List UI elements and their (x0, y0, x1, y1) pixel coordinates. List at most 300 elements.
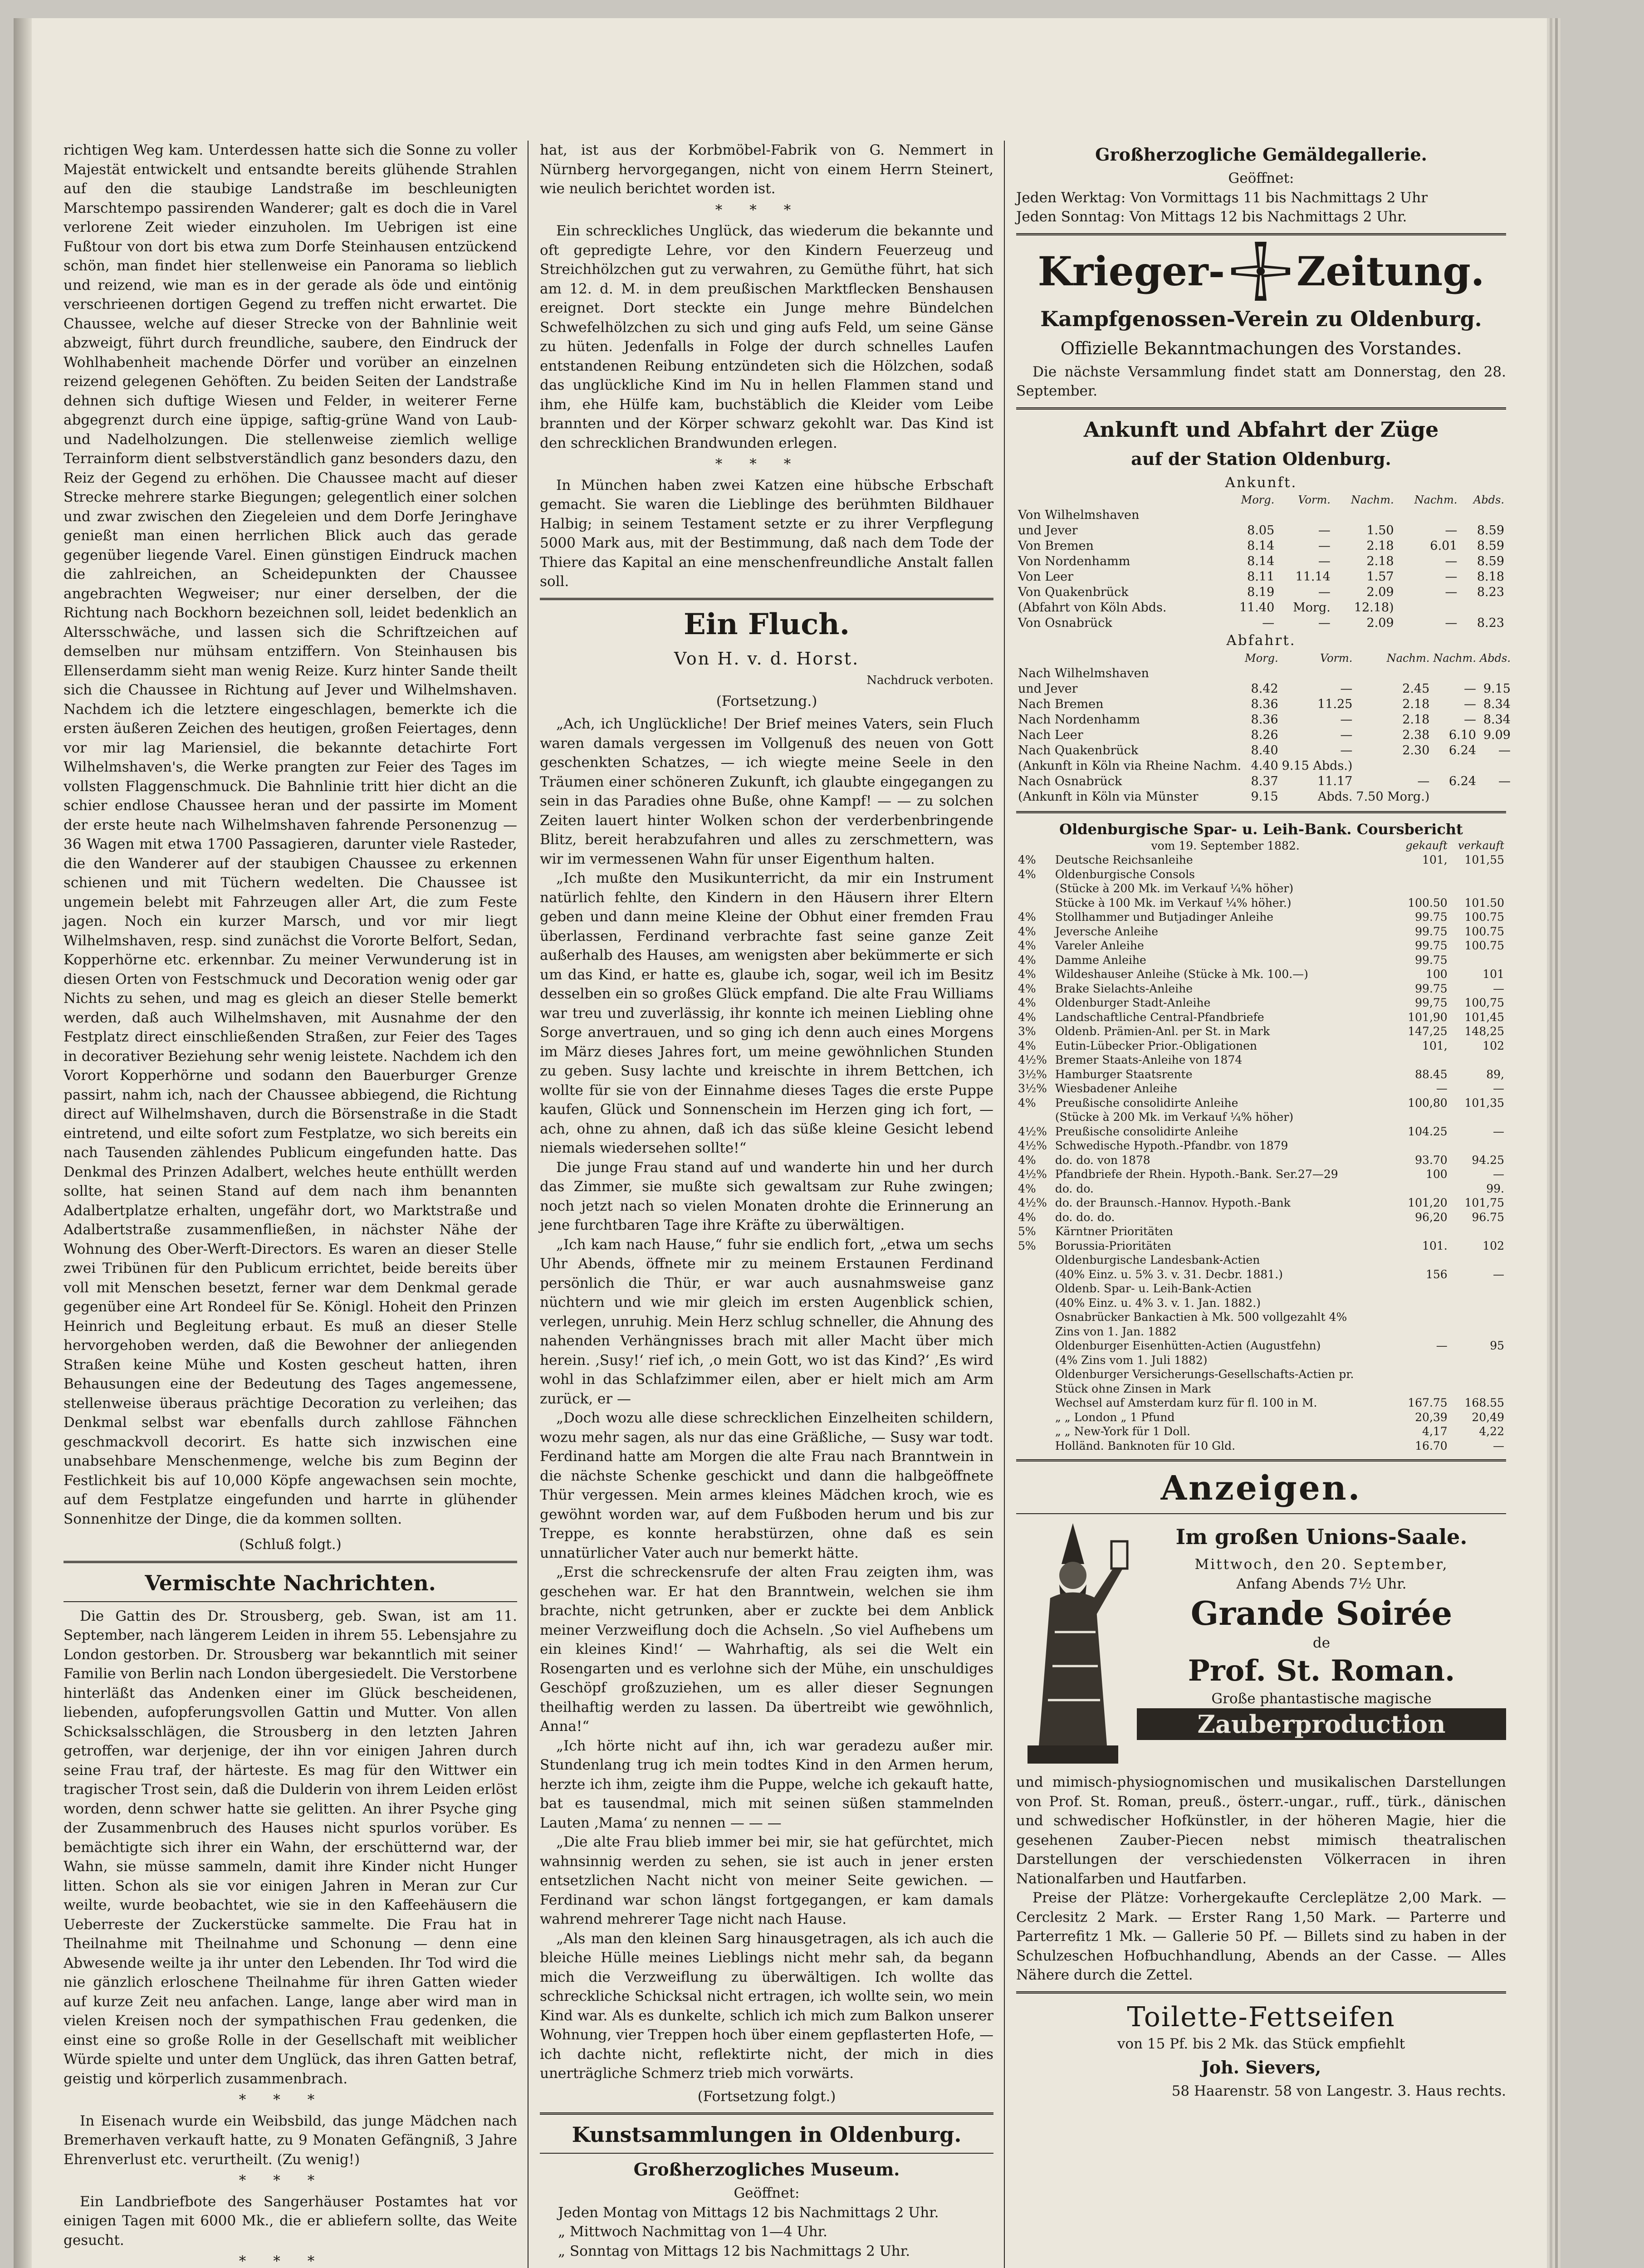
bank-row (1016, 924, 1506, 939)
table-cell (1332, 508, 1396, 523)
col-header: Abds. (1479, 651, 1511, 665)
divider (540, 598, 993, 600)
table-cell: 11.40 (1239, 601, 1275, 615)
table-cell: 100,80 (1408, 1096, 1448, 1110)
table-cell: 8.26 (1251, 728, 1278, 742)
schluss-folgt: (Schluß folgt.) (239, 1536, 342, 1553)
row-label (1016, 881, 1053, 896)
col-header: Nachm. (1433, 651, 1476, 665)
row-label (1016, 1110, 1053, 1124)
bank-row (1016, 1110, 1506, 1124)
galerie-open-label: Geöffnet: (1228, 170, 1294, 186)
table-cell: 100.75 (1464, 910, 1504, 924)
table-cell: — (1493, 1124, 1504, 1138)
table-cell (1449, 1053, 1506, 1067)
bank-row (1016, 1281, 1506, 1296)
table-cell: Oldenburger Eisenhütten-Actien (Augustfehn) (1055, 1339, 1321, 1352)
ankunft-row (1016, 569, 1506, 585)
column-1 (64, 141, 517, 2268)
table-cell (1459, 508, 1506, 523)
table-cell: 1.50 (1366, 523, 1394, 538)
row-label (1016, 896, 1053, 910)
museum-hours: „ Sonntag von Mittags 12 bis Nachmittags 2 Uhr. (558, 2243, 910, 2259)
divider (1016, 1459, 1506, 1461)
table-cell: 8.36 (1251, 712, 1278, 727)
ad-zauber: Zauberproduction (1137, 1708, 1506, 1740)
table-cell: 101,55 (1464, 853, 1504, 866)
table-cell: — (1445, 554, 1458, 568)
table-cell: 16.70 (1415, 1439, 1448, 1452)
table-cell: — (1318, 585, 1331, 599)
bank-row (1016, 1424, 1506, 1439)
museum-heading: Großherzogliches Museum. (633, 2159, 900, 2180)
row-label: 4% (1018, 924, 1036, 938)
table-cell: 100 (1426, 1168, 1448, 1181)
table-cell: 2.09 (1366, 616, 1394, 630)
bank-row (1016, 853, 1506, 867)
table-cell: 1.57 (1366, 570, 1394, 584)
bank-row (1016, 1267, 1506, 1282)
table-cell: — (1493, 1267, 1504, 1281)
story-paragraph: Die junge Frau stand auf und wanderte hin und her durch das Zimmer, sie mußte sich gewaltsam zur Ruhe zwingen; noch jetzt nach so vielen Monaten drohte die Erinnerung an jene furchtbaren Tage ihre Kräfte zu überwältigen. (540, 1159, 993, 1233)
table-cell: Holländ. Banknoten für 10 Gld. (1055, 1439, 1236, 1452)
table-cell (1397, 1110, 1449, 1124)
table-cell (1431, 758, 1478, 774)
row-label: Nach Bremen (1018, 697, 1104, 711)
column-rule (1004, 141, 1005, 2268)
table-cell: 101,20 (1408, 1196, 1448, 1209)
table-cell: 99. (1486, 1182, 1504, 1195)
table-cell: 99.75 (1415, 953, 1448, 967)
krieger-word: Krieger- (1037, 247, 1225, 295)
row-label: Von Osnabrück (1018, 616, 1112, 630)
bank-row (1016, 1067, 1506, 1082)
table-cell: 95 (1490, 1339, 1504, 1352)
row-label (1016, 1382, 1053, 1396)
table-cell: Preußische consolidirte Anleihe (1055, 1096, 1238, 1110)
abfahrt-row (1016, 697, 1512, 712)
abfahrt-label: Abfahrt. (1226, 632, 1296, 649)
ankunft-row (1016, 523, 1506, 538)
divider (64, 1601, 517, 1602)
table-cell: 8.59 (1477, 523, 1504, 538)
row-label: 4% (1018, 1210, 1036, 1224)
table-cell: Stücke à 100 Mk. im Verkauf ¼% höher.) (1055, 896, 1292, 909)
bank-row (1016, 1139, 1506, 1153)
table-cell: 104.25 (1408, 1124, 1448, 1138)
table-cell: 4,17 (1422, 1425, 1448, 1438)
galerie-hours: Jeden Sonntag: Von Mittags 12 bis Nachmittags 2 Uhr. (1016, 209, 1407, 225)
separator-stars: *** (715, 201, 818, 218)
table-cell: (Stücke à 200 Mk. im Verkauf ¼% höher) (1055, 1110, 1294, 1124)
table-cell: — (1340, 712, 1353, 727)
table-cell: Stollhammer und Butjadinger Anleihe (1055, 910, 1274, 924)
row-label: 4% (1018, 939, 1036, 952)
col-header: Vorm. (1298, 494, 1331, 506)
article-text: richtigen Weg kam. Unterdessen hatte sich die Sonne zu voller Majestät entwickelt und entsandte bereits glühende Strahlen auf den die staubige Landstraße im beschleunigten Marschtempo passirenden Wanderer; galt es doch die in Varel verlorene Zeit wieder einzuholen. Im Uebrigen ist eine Fußtour von dort bis etwa zum Dorfe Steinhausen entzückend schön, man findet hier stellenweise ein Panorama so lieblich und reizend, wie man es in der gerade als öde und eintönig verschrieenen dortigen Gegend zu treffen nicht erwartet. Die Chaussee, welche auf dieser Strecke von der Bahnlinie weit abzweigt, führt durch freundliche, saubere, den Eindruck der Wohlhabenheit machende Dörfer und vorüber an einzelnen reizend gelegenen Gehöften. Zu beiden Seiten der Landstraße dehnen sich duftige Wiesen und Felder, in weiterer Ferne abgegrenzt durch eine üppige, saftig-grüne Wand von Laub- und Nadelholzungen. Die stellenweise ziemlich wellige Terrainform dient selbstverständlich ganz besonders dazu, den Reiz der Gegend zu erhöhen. Die Chaussee macht auf dieser Strecke mehrere starke Biegungen; gelegentlich einer solchen und zwar zwischen den Ziegeleien und dem Dorfe Jeringhave genießt man einen herrlichen Blick auch das gerade gegenüber liegende Varel. Einen günstigen Eindruck machen die zahlreichen, an Scheidepunkten der Chaussee angebrachten Wegweiser; nur einer derselben, der die Richtung nach Bockhorn bezeichnen soll, leidet bedenklich an Altersschwäche, und lassen sich die Schriftzeichen auf demselben nur mühsam entziffern. Von Steinhausen bis Ellenserdamm sieht man wenig Reize. Kurz hinter Sande theilt sich die Chaussee in Richtung auf Jever und Wilhelmshaven. Nachdem ich die letztere eingeschlagen, bemerkte ich die ersten äußeren Zeichen des heutigen, großen Feiertages, denn vor mir lag Mariensiel, die bekannte detachirte Fort Wilhelmshaven's, die Werke prangten zur Feier des Tages im vollsten Flaggenschmuck. Die Bahnlinie tritt hier dicht an die schier endlose Chaussee heran und der passirte im Moment der erste heute nach Wilhelmshaven fahrende Personenzug — 36 Wagen mit etwa 1700 Passagieren, darunter viele Rasteder, die den Wanderer auf der staubigen Chaussee zu erkennen schienen und mit Tüchern wedelten. Die Chaussee ist ungemein belebt mit Fahrzeugen aller Art, die zum Feste jagen. Noch ein kurzer Marsch, und vor mir liegt Wilhelmshaven, resp. sind zunächst die Vororte Belfort, Sedan, Kopperhörne etc. erkennbar. Zu meiner Verwunderung ist in diesen Orten von Festschmuck und Decoration wenig oder gar Nichts zu sehen, und mag es gleich an dieser Stelle bemerkt werden, daß auch Wilhelmshaven, mit Ausnahme der den Festplatz direct einschließenden Straßen, zur Feier des Tages in decorativer Beziehung sehr wenig leistete. Nachdem ich den Vorort Kopperhörne und sodann den Bauerburger Grenze passirt, nahm ich, nach der Chaussee abbiegend, die Richtung direct auf Wilhelmshaven, durch die Börsenstraße in die Stadt eintretend, und eilte sofort zum Festplatze, wo sich bereits ein nach Tausenden zählendes Publicum eingefunden hatte. Das Denkmal des Prinzen Adalbert, welches heute enthüllt werden sollte, hat seinen Stand auf dem nach ihm benannten Adalbertplatze erhalten, ungefähr dort, wo Marktstraße und Adalbertstraße zusammenfließen, in nächster Nähe der Wohnung des Ober-Werft-Directors. Es waren an dieser Stelle zwei Tribünen für den Publicum errichtet, beide bereits über voll mit Menschen besetzt, ferner war dem Denkmal gerade gegenüber eine Art Rondeel für Se. Königl. Hoheit den Prinzen Heinrich und Begleitung erbaut. Es muß an dieser Stelle hervorgehoben werden, daß die Bewohner der anliegenden Straßen keine Mühe und Kosten gescheut hatten, ihren Behausungen eine der Bedeutung des Tages angemessene, stellenweise überaus prächtige Decoration zu verleihen; das Denkmal selbst war ebenfalls durch zahllose Fähnchen geschmackvoll decorirt. Es hatte sich inzwischen eine unabsehbare Menschenmenge, welche bis zum Beginn der Festlichkeit bis auf 10,000 Köpfe angewachsen sein mochte, auf dem Festplatze eingefunden und harrte in glühender Sonnenhitze der Dinge, die da kommen sollten. (64, 142, 517, 1527)
table-cell: 88.45 (1415, 1067, 1448, 1081)
museum-hours: „ Mittwoch Nachmittag von 1—4 Uhr. (558, 2224, 827, 2240)
table-cell: 99.75 (1415, 910, 1448, 924)
ad-soiree: Grande Soirée (1190, 1594, 1453, 1633)
col-header: Nachm. (1351, 494, 1394, 506)
table-cell: Kärntner Prioritäten (1055, 1225, 1173, 1238)
table-cell: 101 (1483, 968, 1504, 981)
bank-row (1016, 996, 1506, 1010)
table-cell: 8.23 (1477, 585, 1504, 599)
table-cell (1449, 1310, 1506, 1325)
table-cell: 2.18 (1402, 697, 1430, 711)
table-cell: 8.05 (1247, 523, 1275, 538)
bank-row (1016, 1153, 1506, 1168)
ankunft-table (1016, 492, 1506, 631)
table-cell: 11.14 (1295, 570, 1331, 584)
table-cell (1431, 789, 1478, 805)
story-paragraph: „Ich hörte nicht auf ihn, ich war geradezu außer mir. Stundenlang trug ich mein todtes Kind in den Armen herum, herzte ich ihm, zeigte ihm die Puppe, welche ich gekauft hatte, bat es tausendmal, mich mit seinen süßen stammelnden Lauten ‚Mama‘ zu nennen — — — (540, 1737, 993, 1831)
row-label: Nach Quakenbrück (1018, 743, 1139, 758)
table-cell: — (1318, 523, 1331, 538)
row-label: Nach Wilhelmshaven (1018, 666, 1149, 680)
abfahrt-row (1016, 758, 1512, 774)
table-cell: 101.50 (1464, 896, 1504, 909)
table-cell: „ „ New-York für 1 Doll. (1055, 1425, 1190, 1438)
table-cell (1397, 867, 1449, 882)
row-label: Von Bremen (1018, 539, 1094, 553)
bank-row (1016, 1396, 1506, 1410)
story-title: Ein Fluch. (684, 607, 850, 641)
bank-row (1016, 1325, 1506, 1339)
bank-row (1016, 1382, 1506, 1396)
table-cell: 101,35 (1464, 1096, 1504, 1110)
story-paragraph: „Die alte Frau blieb immer bei mir, sie hat gefürchtet, mich wahnsinnig werden zu sehen, sie ist auch in jener ersten entsetzlichen Nacht nicht von meiner Seite gewichen. — Ferdinand war schon längst fortgegangen, er kam damals wahrend mehrerer Tage nicht nach Hause. (540, 1834, 993, 1927)
bank-row (1016, 1010, 1506, 1025)
row-label: Von Nordenhamm (1018, 554, 1130, 568)
table-cell (1397, 1367, 1449, 1382)
table-cell (1354, 666, 1431, 681)
table-cell: — (1498, 743, 1511, 758)
ankunft-row (1016, 538, 1506, 554)
table-cell (1397, 1353, 1449, 1368)
table-cell: 8.18 (1477, 570, 1504, 584)
story-author: Von H. v. d. Horst. (674, 648, 860, 669)
table-cell (1478, 666, 1512, 681)
table-cell: Hamburger Staatsrente (1055, 1067, 1193, 1081)
abfahrt-row (1016, 774, 1512, 789)
table-cell: 2.18 (1402, 712, 1430, 727)
table-cell: 2.18 (1366, 554, 1394, 568)
row-label: Von Leer (1018, 570, 1074, 584)
row-label: 4% (1018, 1010, 1036, 1024)
row-label: 3½% (1018, 1082, 1047, 1095)
table-cell: Morg. (1293, 601, 1331, 615)
table-cell (1397, 1310, 1449, 1325)
table-cell: 99.75 (1415, 939, 1448, 952)
table-cell: Oldenb. Spar- u. Leih-Bank-Actien (1055, 1282, 1252, 1295)
row-label: Von Wilhelmshaven (1018, 508, 1140, 522)
table-cell: 100.50 (1408, 896, 1448, 909)
zuege-heading: Ankunft und Abfahrt der Züge (1083, 417, 1439, 442)
abfahrt-row (1016, 789, 1512, 805)
reprint-note: Nachdruck verboten. (866, 673, 993, 687)
news-item: Ein schreckliches Unglück, das wiederum die bekannte und oft gepredigte Lehre, vor den Kindern Feuerzeug und Streichhölzchen gut zu verwahren, zu Gemüthe führt, hat sich am 12. d. M. in dem preußischen Marktflecken Benshausen ereignet. Dort steckte ein Junge mehre Bündelchen Schwefelhölzchen zu sich und ging aufs Feld, um seine Gänse zu hüten. Jedenfalls in Folge der durch schnelles Laufen entstandenen Reibung entzündeten sich die Hölzchen, sodaß das unglückliche Kind im Nu in hellen Flammen stand und ihm, ehe Hülfe kam, buchstäblich die Kleider vom Leibe brannten und der Körper schwarz gekohlt war. Das Kind ist den schrecklichen Brandwunden erlegen. (540, 223, 993, 451)
table-cell: do. do. do. (1055, 1210, 1115, 1224)
table-cell: — (1445, 585, 1458, 599)
bank-row (1016, 938, 1506, 953)
abfahrt-row (1016, 712, 1512, 728)
table-cell: Borussia-Prioritäten (1055, 1239, 1171, 1252)
krieger-subtitle2: Offizielle Bekanntmachungen des Vorstandes. (1060, 338, 1462, 358)
bank-row (1016, 1081, 1506, 1096)
table-cell: 8.59 (1477, 539, 1504, 553)
table-cell: Oldenb. Prämien-Anl. per St. in Mark (1055, 1025, 1270, 1038)
table-cell: Stück ohne Zinsen in Mark (1055, 1382, 1211, 1395)
news-item: In München haben zwei Katzen eine hübsche Erbschaft gemacht. Sie waren die Lieblinge des berühmten Bildhauer Halbig; in seinem Testament setzte er zu ihrer Verpflegung 5000 Mark aus, mit der Bestimmung, daß nach dem Tode der Thiere das Kapital an eine menschenfreundliche Anstalt fallen soll. (540, 477, 993, 590)
table-cell: 101,45 (1464, 1010, 1504, 1024)
table-cell: (40% Einz. u. 5% 3. v. 31. Decbr. 1881.) (1055, 1267, 1283, 1281)
krieger-subtitle: Kampfgenossen-Verein zu Oldenburg. (1040, 306, 1482, 331)
table-cell (1397, 1053, 1449, 1067)
table-cell: 8.40 (1251, 743, 1278, 758)
row-label (1016, 1439, 1053, 1453)
table-cell: 8.34 (1483, 712, 1511, 727)
museum-open-label: Geöffnet: (734, 2185, 800, 2201)
table-cell (1397, 1382, 1449, 1396)
table-cell: — (1340, 743, 1353, 758)
row-label: (Abfahrt von Köln Abds. (1018, 601, 1167, 615)
col-header: Morg. (1245, 651, 1278, 665)
table-cell: 8.19 (1247, 585, 1275, 599)
table-cell (1459, 600, 1506, 616)
col-header: Morg. (1241, 494, 1275, 506)
krieger-masthead (1016, 242, 1506, 301)
row-label: 3½% (1018, 1067, 1047, 1081)
table-cell (1449, 1224, 1506, 1239)
row-label: (Ankunft in Köln via Rheine Nachm. (1018, 758, 1242, 773)
divider (540, 2112, 993, 2115)
bank-row (1016, 1253, 1506, 1267)
ad-soap-address: 58 Haarenstr. 58 von Langestr. 3. Haus rechts. (1171, 2083, 1506, 2099)
story-paragraph: „Als man den kleinen Sarg hinausgetragen, als ich auch die bleiche Hülle meines Lieblings nicht mehr sah, da begann mich die Verzweiflung zu überwältigen. Ich wollte das schreckliche Schicksal nicht ertragen, ich wollte sein, wo mein Kind war. Als es dunkelte, schlich ich mich zum Balkon unserer Wohnung, vier Treppen hoch über einem gepflasterten Hofe, — ich dachte nicht, reflektirte nicht, der mich in dies unerträgliche Schmerz trieb mich vorwärts. (540, 1930, 994, 2082)
ankunft-row (1016, 554, 1506, 569)
row-label: und Jever (1018, 523, 1078, 538)
bank-row (1016, 1310, 1506, 1325)
ad-text: und mimisch-physiognomischen und musikalischen Darstellungen von Prof. St. Roman, preuß., österr.-ungar., ruff., türk., dänischen und schwedischer Hofkünstler, in der höheren Magie, hier die gesehenen Zauber-Piecen nebst mimisch theatralischen Darstellungen der verschiedensten Völkerracen in ihren Nationalfarben und Hautfarben. (1016, 1774, 1506, 1887)
row-label (1016, 1367, 1053, 1382)
table-cell: 2.09 (1366, 585, 1394, 599)
row-label (1016, 1353, 1053, 1368)
table-cell: 93.70 (1415, 1153, 1448, 1167)
row-label: 3% (1018, 1025, 1036, 1038)
table-cell: 2.38 (1402, 728, 1430, 742)
bank-row (1016, 1353, 1506, 1368)
ad-de: de (1312, 1635, 1331, 1651)
table-cell: — (1493, 1082, 1504, 1095)
table-cell: 6.10 (1448, 728, 1476, 742)
table-cell: Wechsel auf Amsterdam kurz für fl. 100 in M. (1055, 1396, 1317, 1409)
table-cell: 99,75 (1415, 996, 1448, 1009)
table-cell: 9.15 (1251, 789, 1278, 804)
museum-hours: Jeden Montag von Mittags 12 bis Nachmittags 2 Uhr. (558, 2204, 939, 2221)
table-cell: 11.25 (1317, 697, 1353, 711)
row-label: 4½% (1018, 1124, 1047, 1138)
table-cell: 168.55 (1464, 1396, 1504, 1409)
table-cell (1354, 758, 1431, 774)
table-cell: Damme Anleihe (1055, 953, 1146, 967)
table-cell (1449, 881, 1506, 896)
table-cell: 11.17 (1317, 774, 1353, 788)
table-cell: 102 (1483, 1239, 1504, 1252)
bank-row (1016, 1167, 1506, 1182)
table-cell (1397, 1281, 1449, 1296)
col-header: Vorm. (1320, 651, 1353, 665)
galerie-heading: Großherzogliche Gemäldegallerie. (1095, 144, 1427, 165)
table-cell: Oldenburger Stadt-Anleihe (1055, 996, 1211, 1009)
row-label: 4% (1018, 1153, 1036, 1167)
table-cell: — (1463, 712, 1476, 727)
row-label: 4% (1018, 996, 1036, 1009)
abfahrt-row (1016, 728, 1512, 743)
table-cell: — (1445, 616, 1458, 630)
table-cell: 167.75 (1408, 1396, 1448, 1409)
table-cell: 6.01 (1430, 539, 1458, 553)
bank-row (1016, 953, 1506, 968)
table-cell (1478, 789, 1512, 805)
table-cell: 89, (1486, 1067, 1504, 1081)
table-cell: 12.18) (1354, 601, 1394, 615)
table-cell (1478, 758, 1512, 774)
row-label: 4½% (1018, 1139, 1047, 1152)
table-cell (1243, 666, 1280, 681)
abfahrt-row (1016, 743, 1512, 758)
table-cell: — (1445, 570, 1458, 584)
divider (1016, 1991, 1506, 1994)
story-end: (Fortsetzung folgt.) (697, 2088, 836, 2105)
table-cell: Landschaftliche Central-Pfandbriefe (1055, 1010, 1264, 1024)
table-cell (1449, 1325, 1506, 1339)
table-cell (1397, 1182, 1449, 1196)
table-cell (1449, 1253, 1506, 1267)
bank-col-header: gekauft (1405, 839, 1448, 852)
table-cell: Bremer Staats-Anleihe von 1874 (1055, 1053, 1243, 1066)
vermischte-heading: Vermischte Nachrichten. (145, 1570, 436, 1595)
row-label: (Ankunft in Köln via Münster (1018, 789, 1199, 804)
bank-row (1016, 1024, 1506, 1039)
newspaper-page (14, 18, 1547, 2268)
table-cell: — (1262, 616, 1275, 630)
table-cell: 4.40 (1251, 758, 1278, 773)
row-label (1016, 1396, 1053, 1410)
table-cell: — (1340, 728, 1353, 742)
anzeigen-heading: Anzeigen. (1160, 1469, 1362, 1508)
ankunft-row (1016, 616, 1506, 631)
row-label (1016, 1253, 1053, 1267)
table-cell: 9.09 (1483, 728, 1511, 742)
row-label: 4% (1018, 982, 1036, 995)
row-label: 4% (1018, 1039, 1036, 1052)
table-cell: 8.23 (1477, 616, 1504, 630)
table-cell: 99.75 (1415, 924, 1448, 938)
table-cell: 100.75 (1464, 939, 1504, 952)
story-paragraph: „Ich mußte den Musikunterricht, da mir ein Instrument natürlich fehlte, den Kindern in den Häusern ihrer Eltern geben und dann meine Kleine der Obhut einer fremden Frau überlassen, Ferdinand verbrachte fast seine ganze Zeit außerhalb des Hauses, am wenigsten aber bekümmerte er sich um das Kind, er hatte es, glaube ich, sogar, weil ich im Besitz desselben ein so großes Glück empfand. Die alte Frau Williams war treu und zuverlässig, ihr konnte ich meinen Liebling ohne Sorge anvertrauen, und so ging ich denn auch eines Morgens im März dieses Jahres fort, um meine gewöhnlichen Stunden zu geben. Susy lachte und kreischte in ihrem Bettchen, ich wollte für sie von der Einnahme dieses Tages die erste Puppe kaufen, Glück und Sonnenschein im Herzen ging ich fort, — ach, ohne zu ahnen, daß ich das süße kleine Gesicht lebend niemals wiedersehen sollte!“ (540, 870, 993, 1156)
table-cell: 101. (1422, 1239, 1448, 1252)
bank-row (1016, 1196, 1506, 1210)
ankunft-row (1016, 508, 1506, 523)
table-cell: 9.15 Abds.) (1282, 758, 1353, 773)
table-cell (1397, 1224, 1449, 1239)
ad-soap-title: Toilette-Fettseifen (1127, 2001, 1395, 2033)
row-label: 4% (1018, 867, 1036, 881)
table-cell: 94.25 (1472, 1153, 1504, 1167)
row-label: 4½% (1018, 1196, 1047, 1209)
table-cell: — (1436, 1082, 1448, 1095)
table-cell: 100 (1426, 968, 1448, 981)
table-cell: Schwedische Hypoth.-Pfandbr. von 1879 (1055, 1139, 1288, 1152)
ad-prof: Prof. St. Roman. (1188, 1653, 1455, 1688)
row-label: Nach Osnabrück (1018, 774, 1122, 788)
abfahrt-table (1016, 650, 1512, 805)
table-cell: — (1493, 1168, 1504, 1181)
separator-stars: *** (715, 456, 818, 472)
table-cell: 6.24 (1448, 743, 1476, 758)
row-label: 4% (1018, 853, 1036, 866)
page-fold (14, 18, 32, 2268)
table-cell (1449, 1139, 1506, 1153)
table-cell: 2.30 (1402, 743, 1430, 758)
ad-date: Mittwoch, den 20. September, (1194, 1556, 1448, 1573)
table-cell: Eutin-Lübecker Prior.-Obligationen (1055, 1039, 1257, 1052)
table-cell (1449, 1353, 1506, 1368)
table-cell: 8.37 (1251, 774, 1278, 788)
ankunft-row (1016, 585, 1506, 600)
table-cell: 101,75 (1464, 1196, 1504, 1209)
row-label (1016, 1339, 1053, 1353)
news-item: Die Gattin des Dr. Strousberg, geb. Swan, ist am 11. September, nach längerem Leiden in ihrem 55. Lebensjahre zu London gestorben. Dr. Strousberg war bekanntlich mit seiner Familie von Berlin nach London übergesiedelt. Die Verstorbene hinterläßt das Andenken einer im Glück bescheidenen, liebenden, aufopferungsvollen Gattin und Mutter. Von allen Schicksalsschlägen, die Strousberg in den letzten Jahren getroffen, war derjenige, der ihn vor einigen Jahren durch seine Frau traf, der härteste. Es mag für den Wittwer ein tragischer Trost sein, daß die Dulderin von ihrem Leiden erlöst worden, denn schwer hatte sie gelitten. An ihrer Psyche ging der Zusammenbruch des Hauses nicht spurlos vorüber. Es bemächtigte sich ihrer ein Wahn, der erschütternd war, der Wahn, sie müsse sammeln, damit ihre Kinder nicht Hunger litten. Schon als sie vor einigen Jahren in Meran zur Cur weilte, wurde beobachtet, wie sie in den Kaffeehäusern die Ueberreste der Zuckerstücke sammelte. Die Frau hat in Theilnahme mit Theilnahme und Schonung — denn eine Abwesende weilte ja ihr unter den Lebenden. Ihr Tod wird die nie gänzlich erloschene Theilnahme für ihren Gatten wieder auf kurze Zeit neu anfachen. Lange, lange aber wird man in vielen Kreisen noch der sympathischen Frau gedenken, die einst eine so große Rolle in der Gesellschaft mit weiblicher Würde spielte und unter dem Unglück, das ihren Gatten betraf, geistig und körperlich zusammenbrach. (64, 1608, 517, 2087)
bank-row (1016, 896, 1506, 910)
table-cell: — (1493, 982, 1504, 995)
separator-stars: *** (239, 2172, 342, 2189)
bank-row (1016, 982, 1506, 996)
table-cell: do. der Braunsch.-Hannov. Hypoth.-Bank (1055, 1196, 1291, 1209)
table-cell: (40% Einz. u. 4% 3. v. 1. Jan. 1882.) (1055, 1296, 1261, 1310)
row-label: 4% (1018, 968, 1036, 981)
bank-row (1016, 1439, 1506, 1453)
table-cell: — (1318, 539, 1331, 553)
table-cell (1397, 1296, 1449, 1310)
iron-cross-icon (1231, 242, 1290, 301)
table-cell (1397, 1325, 1449, 1339)
row-label (1016, 1310, 1053, 1325)
news-item: In Eisenach wurde ein Weibsbild, das junge Mädchen nach Bremerhaven verkauft hatte, zu 9 Monaten Gefängniß, 3 Jahre Ehrenverlust etc. verurtheilt. (Zu wenig!) (64, 2112, 517, 2168)
table-cell: 8.14 (1247, 554, 1275, 568)
table-cell (1276, 508, 1332, 523)
bank-col-header: verkauft (1458, 839, 1504, 852)
table-cell: Deutsche Reichsanleihe (1055, 853, 1193, 866)
ankunft-row (1016, 600, 1506, 616)
bank-date: vom 19. September 1882. (1151, 839, 1300, 852)
bank-row (1016, 1053, 1506, 1067)
table-cell: 156 (1426, 1267, 1448, 1281)
row-label: 4½% (1018, 1168, 1047, 1181)
zuege-subheading: auf der Station Oldenburg. (1131, 448, 1391, 469)
table-cell: — (1417, 774, 1430, 788)
row-label: 4% (1018, 1182, 1036, 1195)
table-cell: Zins von 1. Jan. 1882 (1055, 1325, 1177, 1338)
abfahrt-row (1016, 681, 1512, 697)
row-label: 4% (1018, 1096, 1036, 1110)
row-label: 5% (1018, 1225, 1036, 1238)
row-label (1016, 1296, 1053, 1310)
table-cell: 100,75 (1464, 996, 1504, 1009)
